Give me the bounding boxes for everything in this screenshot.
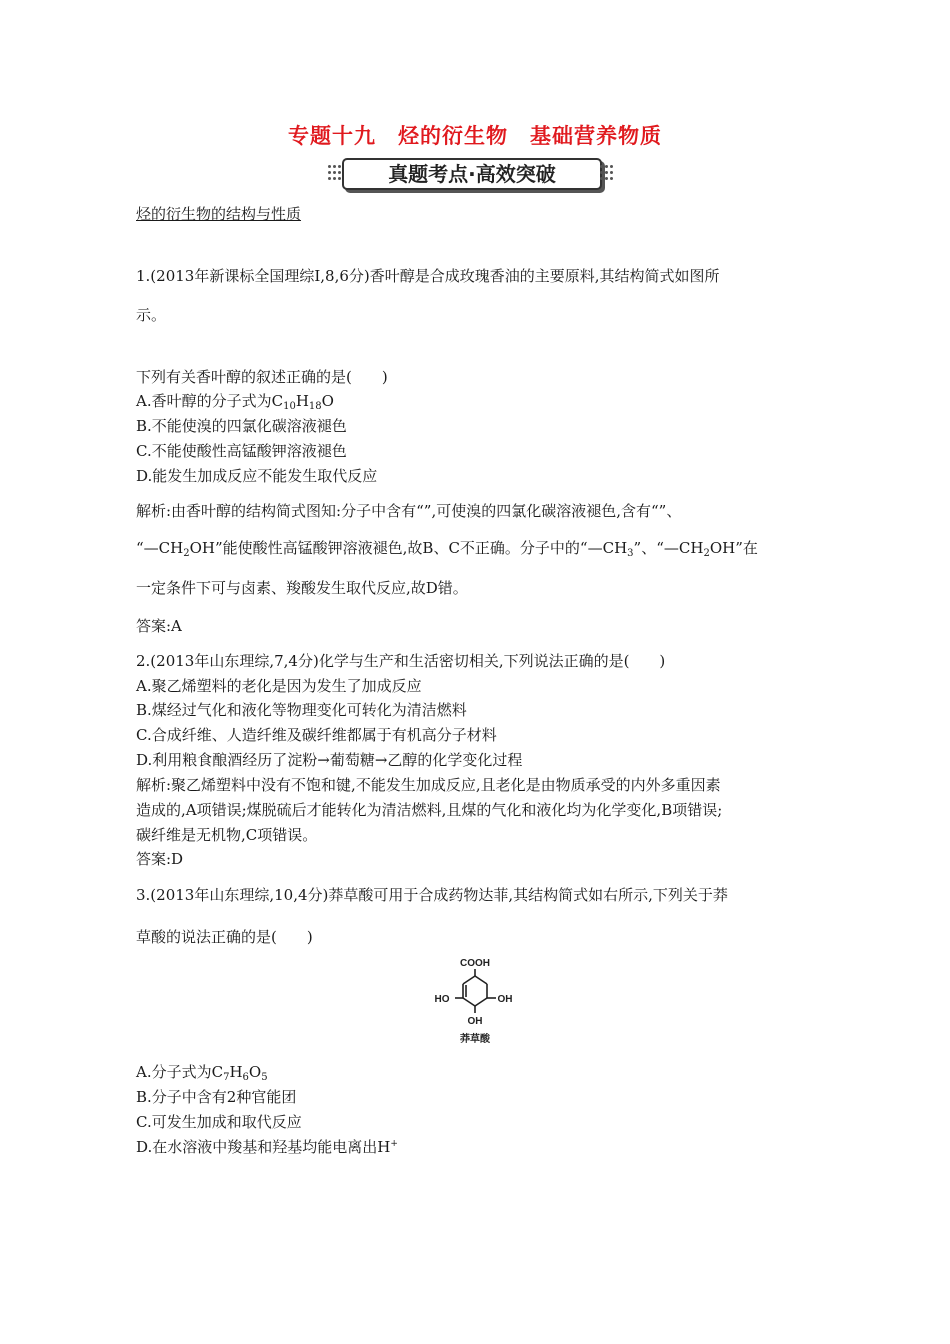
- banner-label: 真题考点·高效突破: [342, 158, 602, 190]
- section-banner: [328, 158, 614, 188]
- q3-option-c: C.可发生加成和取代反应: [136, 1113, 302, 1131]
- q3-stem-line2: 草酸的说法正确的是( ): [136, 928, 313, 946]
- q1-option-d: D.能发生加成反应不能发生取代反应: [136, 467, 378, 485]
- q2-analysis-line2: 造成的,A项错误;煤脱硫后才能转化为清洁燃料,且煤的气化和液化均为化学变化,B项错误;: [136, 801, 723, 819]
- section-heading: 烃的衍生物的结构与性质: [136, 205, 302, 223]
- q3-option-d: D.在水溶液中羧基和羟基均能电离出H+: [136, 1138, 398, 1156]
- q3-option-b: B.分子中含有2种官能团: [136, 1088, 297, 1106]
- q3-option-a: A.分子式为$C_7H_6O_5$: [136, 1063, 268, 1083]
- q1-option-a: A.香叶醇的分子式为$C_{10}H_{18}O$: [136, 392, 334, 412]
- figure-caption: 莽草酸: [460, 1034, 490, 1045]
- oh-right-label: OH: [497, 994, 513, 1005]
- q2-stem: 2.(2013年山东理综,7,4分)化学与生产和生活密切相关,下列说法正确的是( ): [136, 652, 666, 670]
- q1-analysis-line3: 一定条件下可与卤素、羧酸发生取代反应,故D错。: [136, 579, 468, 597]
- q1-answer: 答案:A: [136, 617, 182, 635]
- q2-option-d: D.利用粮食酿酒经历了淀粉→葡萄糖→乙醇的化学变化过程: [136, 751, 523, 769]
- dots-left-icon: [328, 165, 342, 181]
- q2-analysis-line3: 碳纤维是无机物,C项错误。: [136, 826, 318, 844]
- ho-label: HO: [434, 994, 450, 1005]
- q1-stem-line1: 1.(2013年新课标全国理综Ⅰ,8,6分)香叶醇是合成玫瑰香油的主要原料,其结构简式如图所: [136, 267, 720, 285]
- page-title: 专题十九 烃的衍生物 基础营养物质: [288, 124, 662, 148]
- q1-option-b: B.不能使溴的四氯化碳溶液褪色: [136, 417, 347, 435]
- q2-option-c: C.合成纤维、人造纤维及碳纤维都属于有机高分子材料: [136, 726, 497, 744]
- structure-diagram: [425, 954, 525, 1049]
- q1-analysis-line1: 解析:由香叶醇的结构简式图知:分子中含有“”,可使溴的四氯化碳溶液褪色,含有“”、: [136, 502, 682, 520]
- q1-stem-line2: 示。: [136, 306, 167, 324]
- dots-right-icon: [600, 165, 614, 181]
- shikimic-acid-structure: [425, 954, 525, 1049]
- q3-stem-line1: 3.(2013年山东理综,10,4分)莽草酸可用于合成药物达菲,其结构简式如右所示,下列关于莽: [136, 886, 728, 904]
- q2-option-b: B.煤经过气化和液化等物理变化可转化为清洁燃料: [136, 701, 467, 719]
- oh-bottom-label: OH: [467, 1016, 483, 1027]
- q1-analysis-line2: “$—CH_2OH$”能使酸性高锰酸钾溶液褪色,故B、C不正确。分子中的“$—CH_3$”、“$—CH_2OH$”在: [136, 539, 758, 559]
- cooh-label: COOH: [460, 958, 490, 969]
- q2-analysis-line1: 解析:聚乙烯塑料中没有不饱和键,不能发生加成反应,且老化是由物质承受的内外多重因素: [136, 776, 721, 794]
- q2-answer: 答案:D: [136, 850, 184, 868]
- q2-option-a: A.聚乙烯塑料的老化是因为发生了加成反应: [136, 677, 422, 695]
- q1-stem-line3: 下列有关香叶醇的叙述正确的是( ): [136, 368, 388, 386]
- q1-option-c: C.不能使酸性高锰酸钾溶液褪色: [136, 442, 347, 460]
